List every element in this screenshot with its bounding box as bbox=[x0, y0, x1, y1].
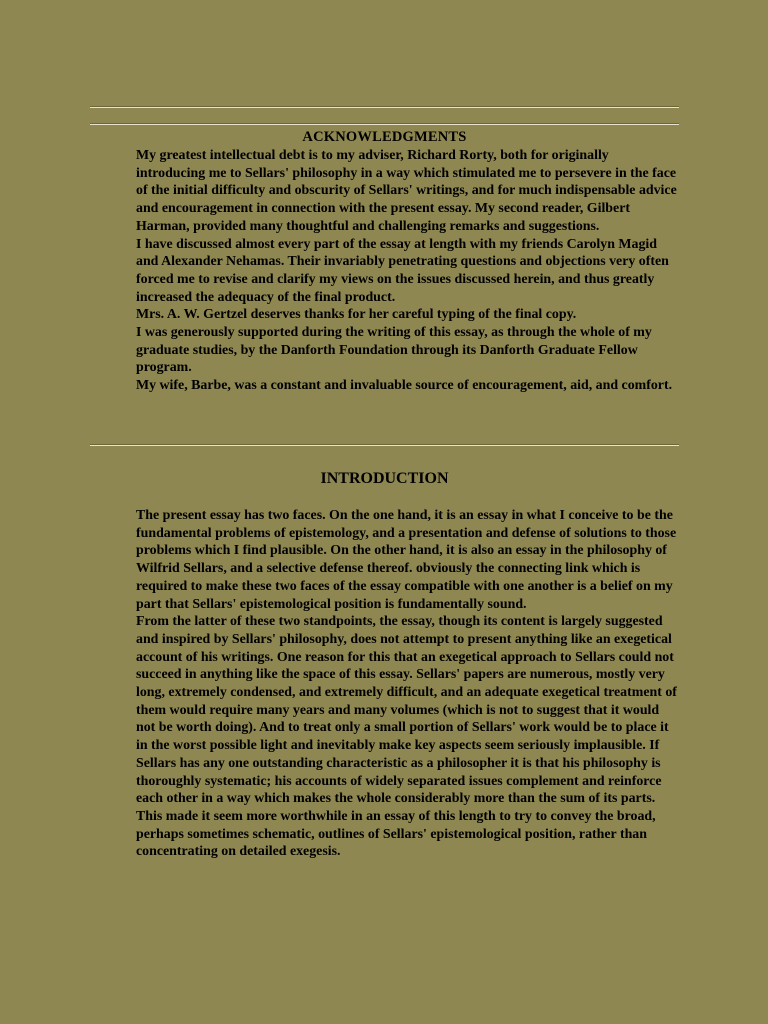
acknowledgments-paragraph: My wife, Barbe, was a constant and invaluable source of encouragement, aid, and comfort. bbox=[136, 378, 673, 394]
acknowledgments-paragraph: Mrs. A. W. Gertzel deserves thanks for her careful typing of the final copy. bbox=[136, 307, 577, 323]
introduction-paragraph: From the latter of these two standpoints, the essay, though its content is largely suggested and inspired by Sellars' philosophy, does not attempt to present anything like an exegetical account of his writings. One reason for this that an exegetical approach to Sellars could not succeed in anything like the space of this essay. Sellars' papers are numerous, mostly very long, extremely condensed, and extremely difficult, and an adequate exegetical treatment of them would require many years and many volumes (which is not to suggest that it would not be worth doing). And to treat only a small portion of Sellars' work would be to place it in the worst possible light and inevitably make key aspects seem seriously implausible. If Sellars has any one outstanding characteristic as a philosopher it is that his philosophy is thoroughly systematic; his accounts of widely separated issues complement and reinforce each other in a way which makes the whole considerably more than the sum of its parts. This made it seem more worthwhile in an essay of this length to try to convey the broad, perhaps sometimes schematic, outlines of Sellars' epistemological position, rather than concentrating on detailed exegesis. bbox=[136, 614, 677, 860]
introduction-body bbox=[136, 507, 681, 861]
introduction-paragraph: The present essay has two faces. On the one hand, it is an essay in what I conceive to be the fundamental problems of epistemology, and a presentation and defense of solutions to those problems which I find plausible. On the other hand, it is also an essay in the philosophy of Wilfrid Sellars, and a selective defense thereof. obviously the connecting link which is required to make these two faces of the essay compatible with one another is a belief on my part that Sellars' epistemological position is fundamentally sound. bbox=[136, 508, 677, 612]
acknowledgments-body bbox=[136, 147, 681, 395]
header-divider bbox=[90, 123, 679, 125]
acknowledgments-heading: ACKNOWLEDGMENTS bbox=[302, 129, 467, 145]
top-divider bbox=[90, 106, 679, 108]
acknowledgments-paragraph: I have discussed almost every part of the essay at length with my friends Carolyn Magid and Alexander Nehamas. Their invariably penetrating questions and objections very often forced me to revise and clarify my views on the issues discussed herein, and thus greatly increased the adequacy of the final product. bbox=[136, 236, 669, 305]
acknowledgments-paragraph: I was generously supported during the writing of this essay, as through the whole of my graduate studies, by the Danforth Foundation through its Danforth Graduate Fellow program. bbox=[136, 325, 652, 376]
acknowledgments-paragraph: My greatest intellectual debt is to my adviser, Richard Rorty, both for originally introducing me to Sellars' philosophy in a way which stimulated me to persevere in the face of the initial difficulty and obscurity of Sellars' writings, and for much indispensable advice and encouragement in connection with the present essay. My second reader, Gilbert Harman, provided many thoughtful and challenging remarks and suggestions. bbox=[136, 148, 677, 234]
introduction-heading: INTRODUCTION bbox=[320, 470, 449, 487]
section-divider bbox=[90, 444, 679, 446]
